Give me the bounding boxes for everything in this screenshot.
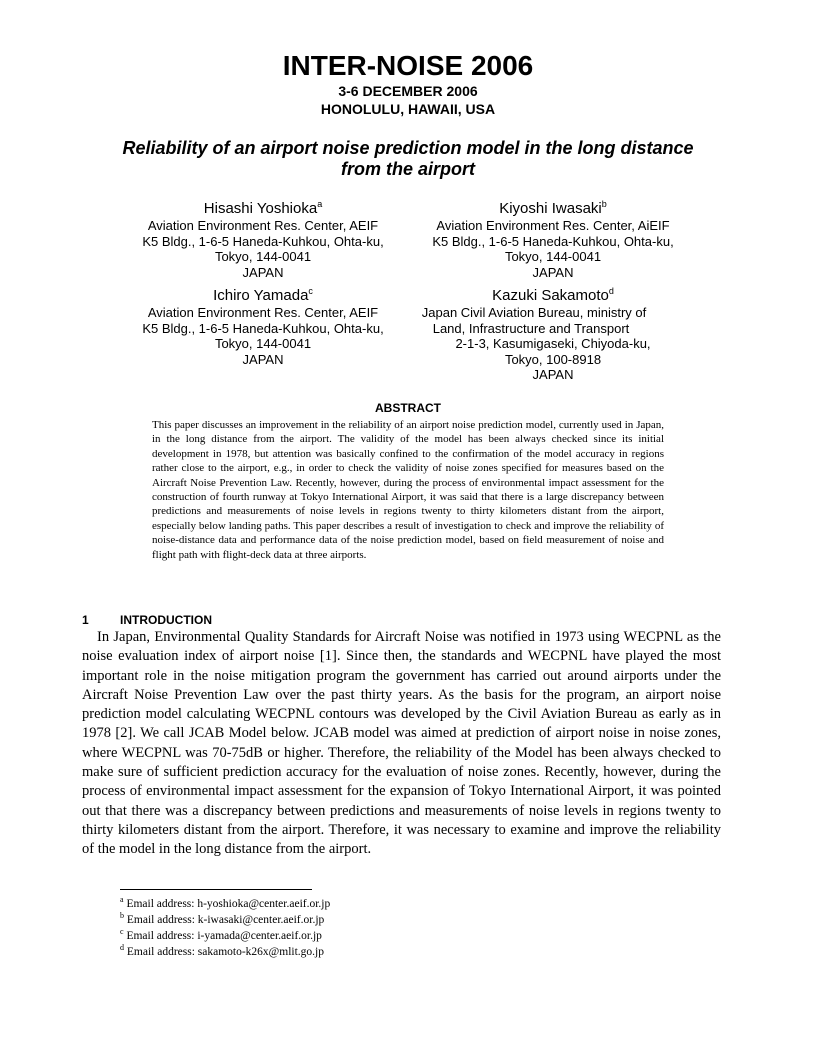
conference-title: INTER-NOISE 2006 bbox=[282, 50, 534, 81]
affiliation-line: Land, Infrastructure and Transport bbox=[432, 320, 630, 336]
affiliation-line: JAPAN bbox=[532, 367, 574, 382]
affiliation-line: Tokyo, 144-0041 bbox=[504, 249, 602, 264]
section-body bbox=[82, 628, 721, 860]
affiliation-line: Tokyo, 144-0041 bbox=[214, 336, 312, 351]
affiliation-line: JAPAN bbox=[242, 264, 284, 280]
affiliation-line: 2-1-3, Kasumigaseki, Chiyoda-ku, bbox=[455, 336, 651, 351]
affiliation-line: Aviation Environment Res. Center, AEIF bbox=[147, 305, 379, 320]
footnote: $^a$ Email address: h-yoshioka@center.aeif.or.jp bbox=[120, 895, 331, 910]
conference-dates: 3-6 DECEMBER 2006 bbox=[338, 83, 478, 99]
affiliation-line: Aviation Environment Res. Center, AEIF bbox=[147, 218, 379, 233]
author-name: Kazuki Sakamoto$^d$ bbox=[492, 286, 614, 304]
affiliation-line: Tokyo, 100-8918 bbox=[504, 351, 602, 367]
section-title: INTRODUCTION bbox=[120, 613, 212, 627]
affiliation-line: K5 Bldg., 1-6-5 Haneda-Kuhkou, Ohta-ku, bbox=[432, 233, 674, 249]
section-heading bbox=[82, 613, 212, 628]
abstract-text: This paper discusses an improvement in the reliability of an airport noise prediction model, currently used in Japan, in the long distance from the airport. The validity of the model has been always checked since its initial development in 1978, but attention was basically confined to the confirmation of the model accuracy in regions rather close to the airport, e.g., in order to check the validity of noise zones specified for measures based on the Aircraft Noise Prevention Law. Recently, however, during the process of environmental impact assessment for the construction of fourth runway at Tokyo International Airport, it was said that there is a large discrepancy between predictions and measurements of noise levels in regions twenty to thirty kilometers distant from the airport, especially below landing paths. This paper describes a result of investigation to check and improve the reliability of noise-distance data and performance data of the noise prediction model, based on field measurement of noise and flight path with flight-deck data at three airports. bbox=[152, 419, 664, 561]
author-name: Ichiro Yamada$^c$ bbox=[213, 286, 313, 304]
conference-location: HONOLULU, HAWAII, USA bbox=[320, 101, 496, 117]
affiliation-line: JAPAN bbox=[242, 351, 284, 367]
footnote: $^b$ Email address: k-iwasaki@center.aeif.or.jp bbox=[120, 911, 325, 926]
footnotes bbox=[120, 896, 330, 960]
affiliation-line: JAPAN bbox=[532, 264, 574, 280]
author-name: Hisashi Yoshioka$^a$ bbox=[203, 199, 323, 217]
affiliation-line: K5 Bldg., 1-6-5 Haneda-Kuhkou, Ohta-ku, bbox=[142, 233, 384, 249]
author-name: Kiyoshi Iwasaki$^b$ bbox=[499, 199, 607, 217]
paper-title: Reliability of an airport noise prediction model in the long distance from the airport bbox=[122, 138, 694, 179]
affiliation-line: K5 Bldg., 1-6-5 Haneda-Kuhkou, Ohta-ku, bbox=[142, 320, 384, 336]
affiliation-line: Japan Civil Aviation Bureau, ministry of bbox=[421, 305, 647, 320]
footnote-separator bbox=[120, 889, 312, 890]
abstract-heading: ABSTRACT bbox=[375, 401, 441, 415]
affiliation-line: Aviation Environment Res. Center, AiEIF bbox=[436, 218, 670, 233]
section-number: 1 bbox=[82, 613, 89, 627]
affiliation-line: Tokyo, 144-0041 bbox=[214, 249, 312, 264]
footnote: $^c$ Email address: i-yamada@center.aeif.or.jp bbox=[120, 927, 322, 942]
author-block-1 bbox=[118, 199, 408, 280]
paragraph-text: In Japan, Environmental Quality Standards for Aircraft Noise was notified in 1973 using WECPNL as the noise evaluation index of airport noise [1]. Since then, the standards and WECPNL have played the most important role in the noise mitigation program the government has carried out around airports under the Aircraft Noise Prevention Law over the past thirty years. As the basis for the program, an airport noise prediction model calculating WECPNL contours was developed by the Civil Aviation Bureau as early as in 1978 [2]. We call JCAB Model below. JCAB model was aimed at prediction of airport noise in noise zones, where WECPNL was 70-75dB or higher. Therefore, the reliability of the Model has been always checked to make sure of sufficient prediction accuracy for the evaluation of noise zones. Recently, however, during the process of environmental impact assessment for the expansion of Tokyo International Airport, it was pointed out that there was a discrepancy between predictions and measurements of noise levels in regions twenty to thirty kilometers distant from the airport. Therefore, it was necessary to examine and improve the reliability of the model in the long distance from the airport. bbox=[82, 629, 721, 858]
author-block-2 bbox=[408, 199, 698, 280]
author-block-4 bbox=[408, 286, 698, 383]
footnote: $^d$ Email address: sakamoto-k26x@mlit.go.jp bbox=[120, 943, 324, 958]
